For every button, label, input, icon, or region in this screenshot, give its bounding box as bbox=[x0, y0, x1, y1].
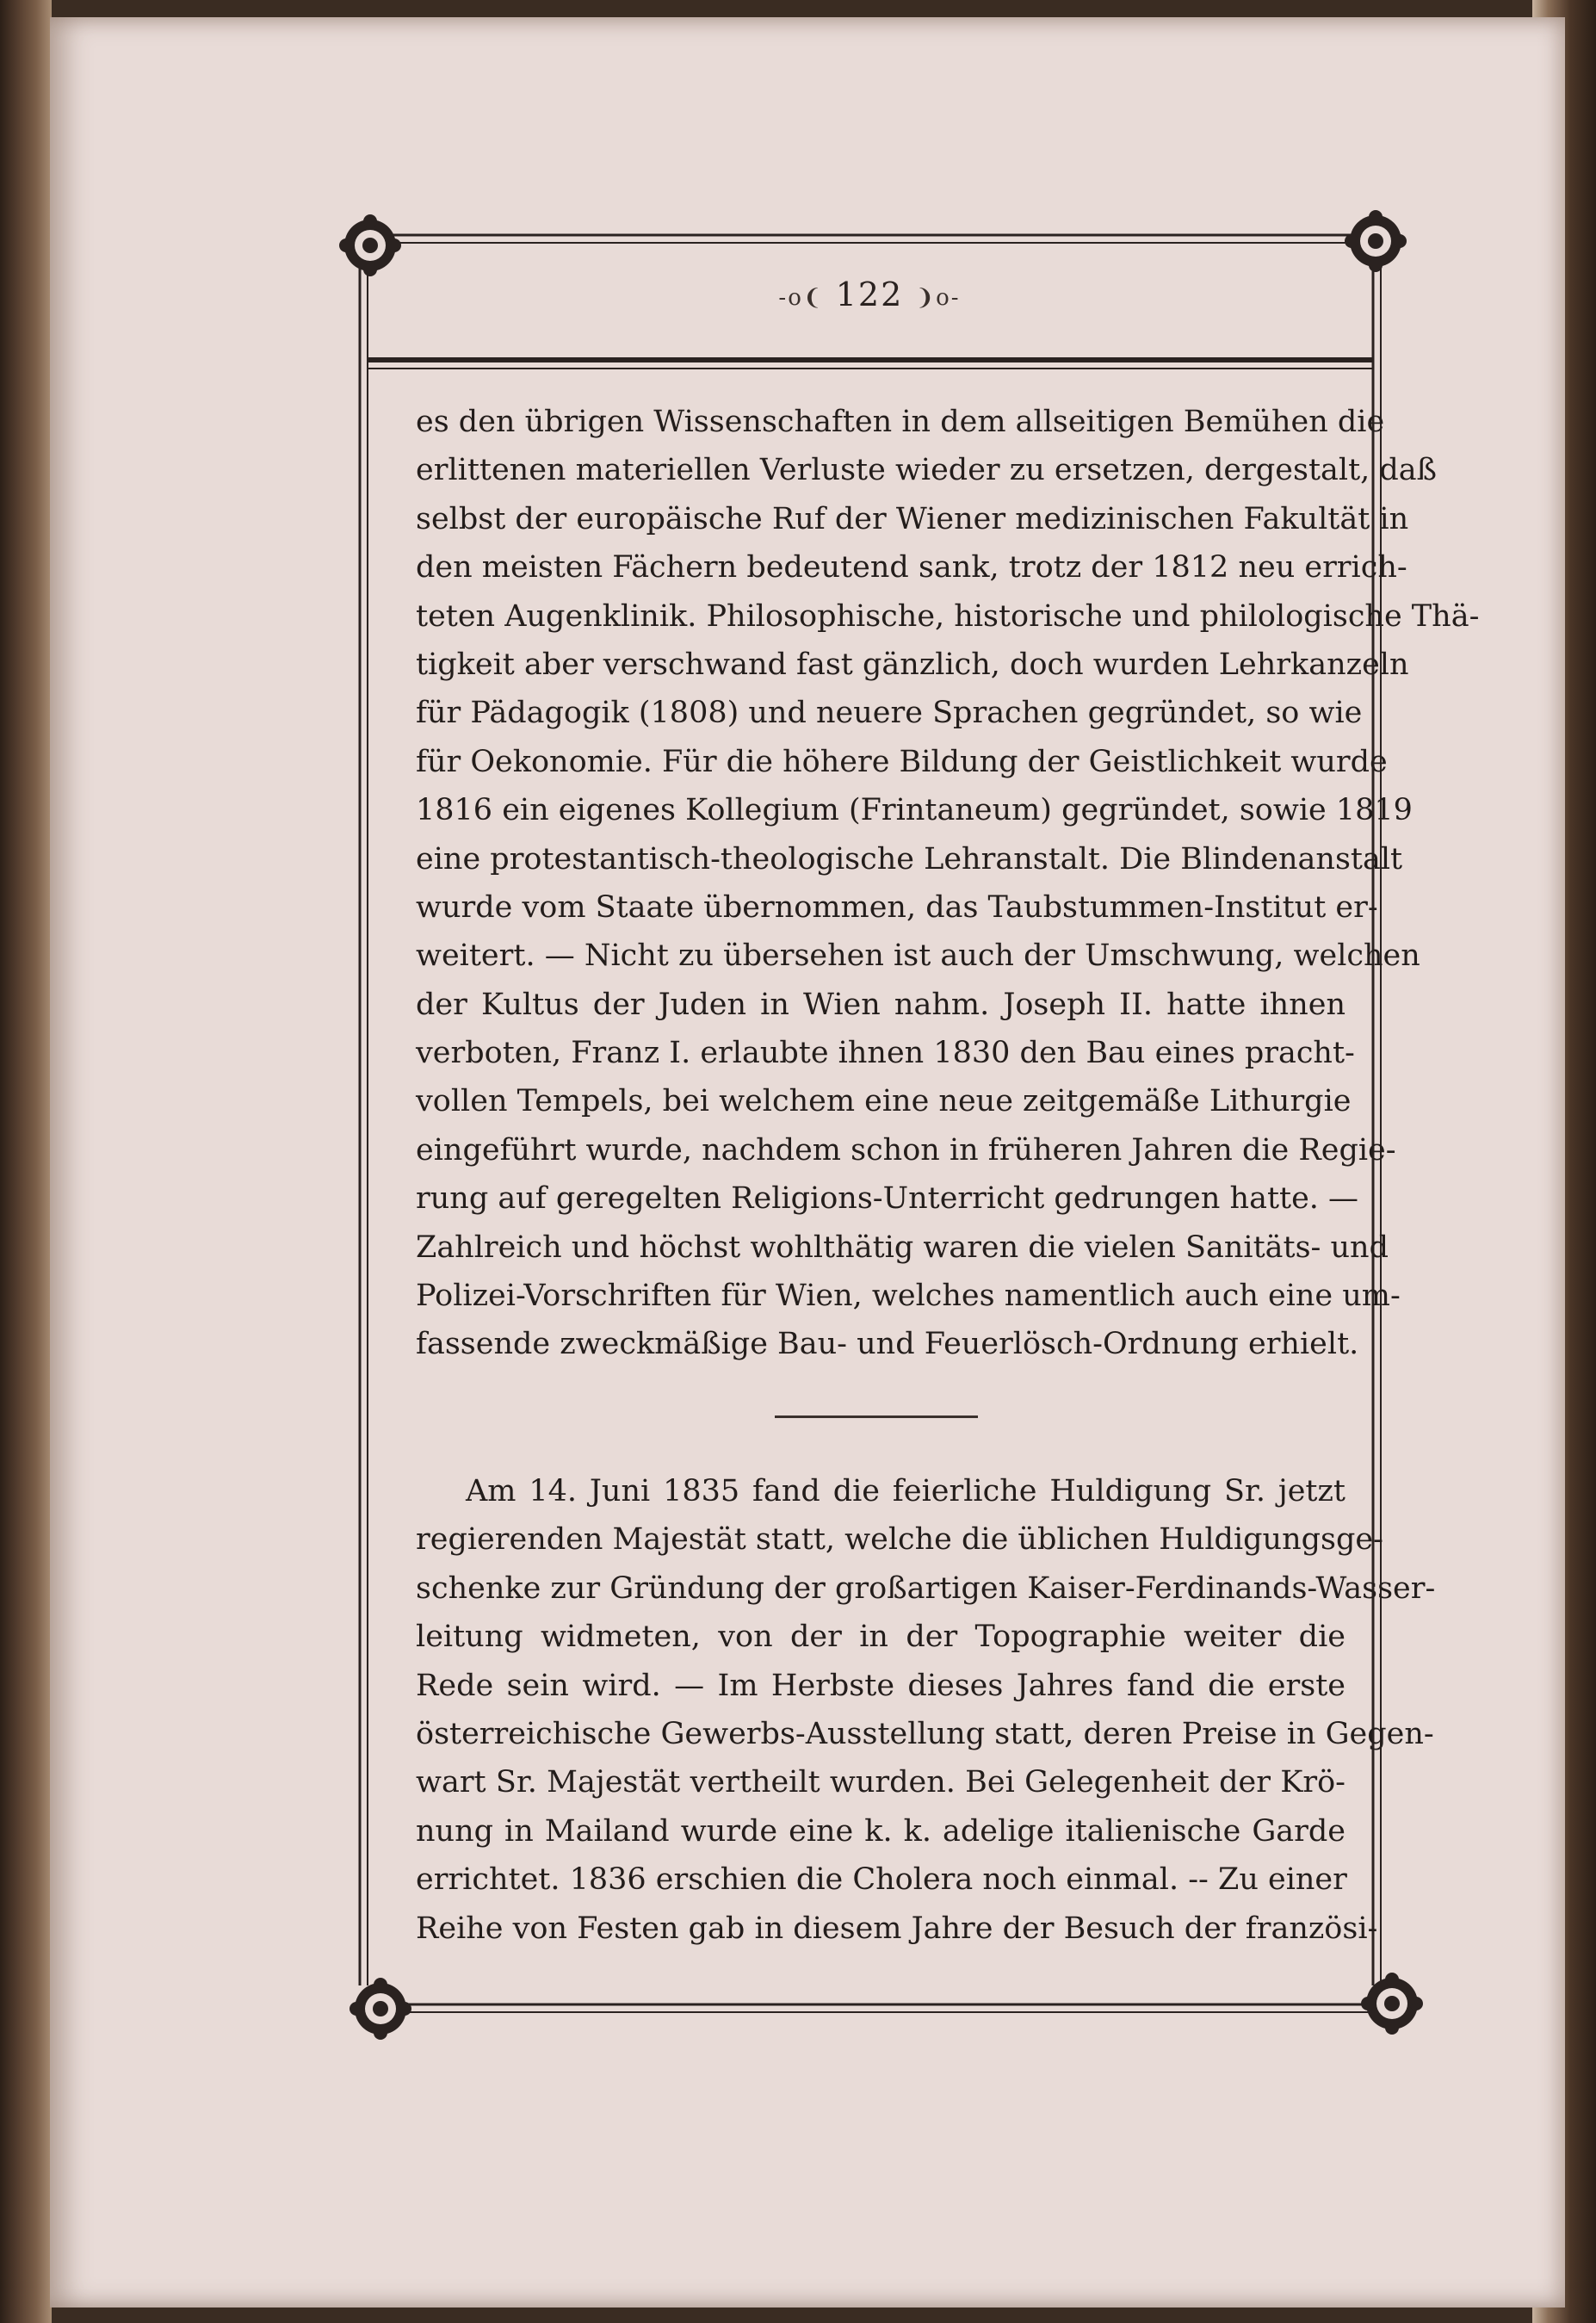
text-line: Rede sein wird. — Im Herbste dieses Jahres fand die erste bbox=[416, 1668, 1345, 1703]
text-line: österreichische Gewerbs-Ausstellung statt, deren Preise in Gegen- bbox=[416, 1716, 1434, 1751]
paragraph-1 bbox=[416, 398, 1480, 1369]
text-line: errichtet. 1836 erschien die Cholera noch einmal. -- Zu einer bbox=[416, 1862, 1347, 1898]
text-line: es den übrigen Wissenschaften in dem allseitigen Bemühen die bbox=[416, 405, 1385, 439]
text-line: eingeführt wurde, nachdem schon in früheren Jahren die Regie- bbox=[416, 1132, 1396, 1168]
text-line: weitert. — Nicht zu übersehen ist auch der Umschwung, welchen bbox=[416, 938, 1420, 974]
text-line: nung in Mailand wurde eine k. k. adelige italienische Garde bbox=[416, 1813, 1345, 1849]
corner-ornament-top-right bbox=[1345, 210, 1407, 272]
text-line: wurde vom Staate übernommen, das Taubstummen-Institut er- bbox=[416, 889, 1378, 925]
corner-ornament-bottom-right bbox=[1361, 1973, 1423, 2035]
text-line: verboten, Franz I. erlaubte ihnen 1830 den Bau eines pracht- bbox=[416, 1036, 1355, 1071]
text-line: der Kultus der Juden in Wien nahm. Joseph II. hatte ihnen bbox=[416, 987, 1345, 1022]
text-line: schenke zur Gründung der großartigen Kaiser-Ferdinands-Wasser- bbox=[416, 1570, 1436, 1606]
text-line: selbst der europäische Ruf der Wiener medizinischen Fakultät in bbox=[416, 501, 1409, 536]
page-number: 122 bbox=[835, 276, 904, 313]
text-line: Polizei-Vorschriften für Wien, welches namentlich auch eine um- bbox=[416, 1279, 1401, 1314]
text-line: fassende zweckmäßige Bau- und Feuerlösch-Ordnung erhielt. bbox=[416, 1327, 1359, 1362]
text-line: Reihe von Festen gab in diesem Jahre der Besuch der französi- bbox=[416, 1911, 1378, 1946]
text-line: eine protestantisch-theologische Lehranstalt. Die Blindenanstalt bbox=[416, 841, 1403, 877]
paragraph-2 bbox=[416, 1467, 1436, 1953]
text-line: 1816 ein eigenes Kollegium (Frintaneum) gegründet, sowie 1819 bbox=[416, 793, 1413, 828]
text-line: Am 14. Juni 1835 fand die feierliche Huldigung Sr. jetzt bbox=[466, 1474, 1345, 1508]
text-line: erlittenen materiellen Verluste wieder zu ersetzen, dergestalt, daß bbox=[416, 453, 1438, 488]
text-line: leitung widmeten, von der in der Topographie weiter die bbox=[416, 1620, 1345, 1655]
page-number-ornament-right: ❩o- bbox=[915, 284, 961, 311]
text-line: rung auf geregelten Religions-Unterricht gedrungen hatte. — bbox=[416, 1181, 1359, 1217]
page-number-header bbox=[758, 276, 981, 313]
corner-ornament-bottom-left bbox=[350, 1978, 411, 2040]
text-line: regierenden Majestät statt, welche die üblichen Huldigungsge- bbox=[416, 1522, 1383, 1558]
text-line: für Oekonomie. Für die höhere Bildung der Geistlichkeit wurde bbox=[416, 744, 1388, 779]
section-divider bbox=[775, 1415, 978, 1418]
text-line: tigkeit aber verschwand fast gänzlich, doch wurden Lehrkanzeln bbox=[416, 647, 1409, 682]
page-number-ornament-left: -o❨ bbox=[778, 284, 824, 311]
text-line: vollen Tempels, bei welchem eine neue zeitgemäße Lithurgie bbox=[416, 1084, 1352, 1119]
text-line: wart Sr. Majestät vertheilt wurden. Bei Gelegenheit der Krö- bbox=[416, 1765, 1345, 1800]
text-line: für Pädagogik (1808) und neuere Sprachen gegründet, so wie bbox=[416, 696, 1363, 731]
corner-ornament-top-left bbox=[339, 214, 401, 276]
text-line: den meisten Fächern bedeutend sank, trotz der 1812 neu errich- bbox=[416, 550, 1407, 585]
text-line: Zahlreich und höchst wohlthätig waren die vielen Sanitäts- und bbox=[416, 1230, 1389, 1265]
text-line: teten Augenklinik. Philosophische, historische und philologische Thä- bbox=[416, 598, 1480, 634]
